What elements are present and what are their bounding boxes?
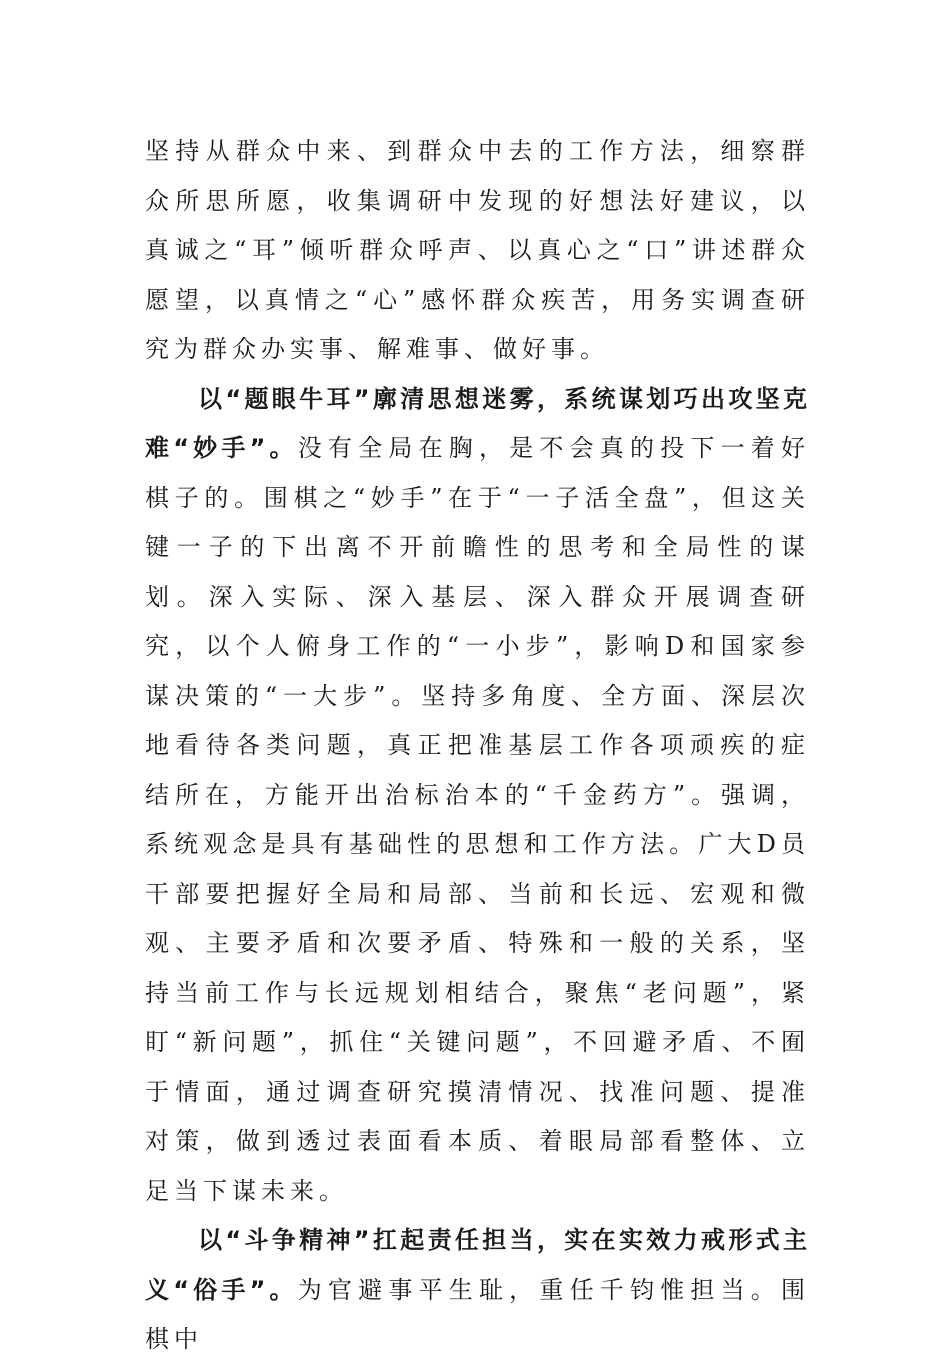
paragraph-3-heading: 以“斗争精神”扛起责任担当，实在实效力戒形式主义“俗手”。	[145, 1226, 810, 1304]
paragraph-3	[145, 1216, 810, 1365]
paragraph-1	[145, 127, 810, 375]
paragraph-2-body: 没有全局在胸，是不会真的投下一着好棋子的。围棋之“妙手”在于“一子活全盘”，但这关键一子的下出离不开前瞻性的思考和全局性的谋划。深入实际、深入基层、深入群众开展调查研究，以个人俯身工作的“一小步”，影响D和国家参谋决策的“一大步”。坚持多角度、全方面、深层次地看待各类问题，真正把准基层工作各项顽疾的症结所在，方能开出治标治本的“千金药方”。强调，系统观念是具有基础性的思想和工作方法。广大D员干部要把握好全局和局部、当前和长远、宏观和微观、主要矛盾和次要矛盾、特殊和一般的关系，坚持当前工作与长远规划相结合，聚焦“老问题”，紧盯“新问题”，抓住“关键问题”，不回避矛盾、不囿于情面，通过调查研究摸清情况、找准问题、提准对策，做到透过表面看本质、着眼局部看整体、立足当下谋未来。	[145, 434, 811, 1205]
document-page	[145, 127, 810, 1365]
paragraph-2	[145, 375, 810, 1217]
paragraph-2-heading: 以“题眼牛耳”廓清思想迷雾，系统谋划巧出攻坚克难“妙手”。	[145, 384, 810, 462]
paragraph-1-body: 坚持从群众中来、到群众中去的工作方法，细察群众所思所愿，收集调研中发现的好想法好建议，以真诚之“耳”倾听群众呼声、以真心之“口”讲述群众愿望，以真情之“心”感怀群众疾苦，用务实调查研究为群众办实事、解难事、做好事。	[145, 137, 810, 363]
paragraph-3-body: 为官避事平生耻，重任千钧惟担当。围棋中	[145, 1275, 811, 1353]
